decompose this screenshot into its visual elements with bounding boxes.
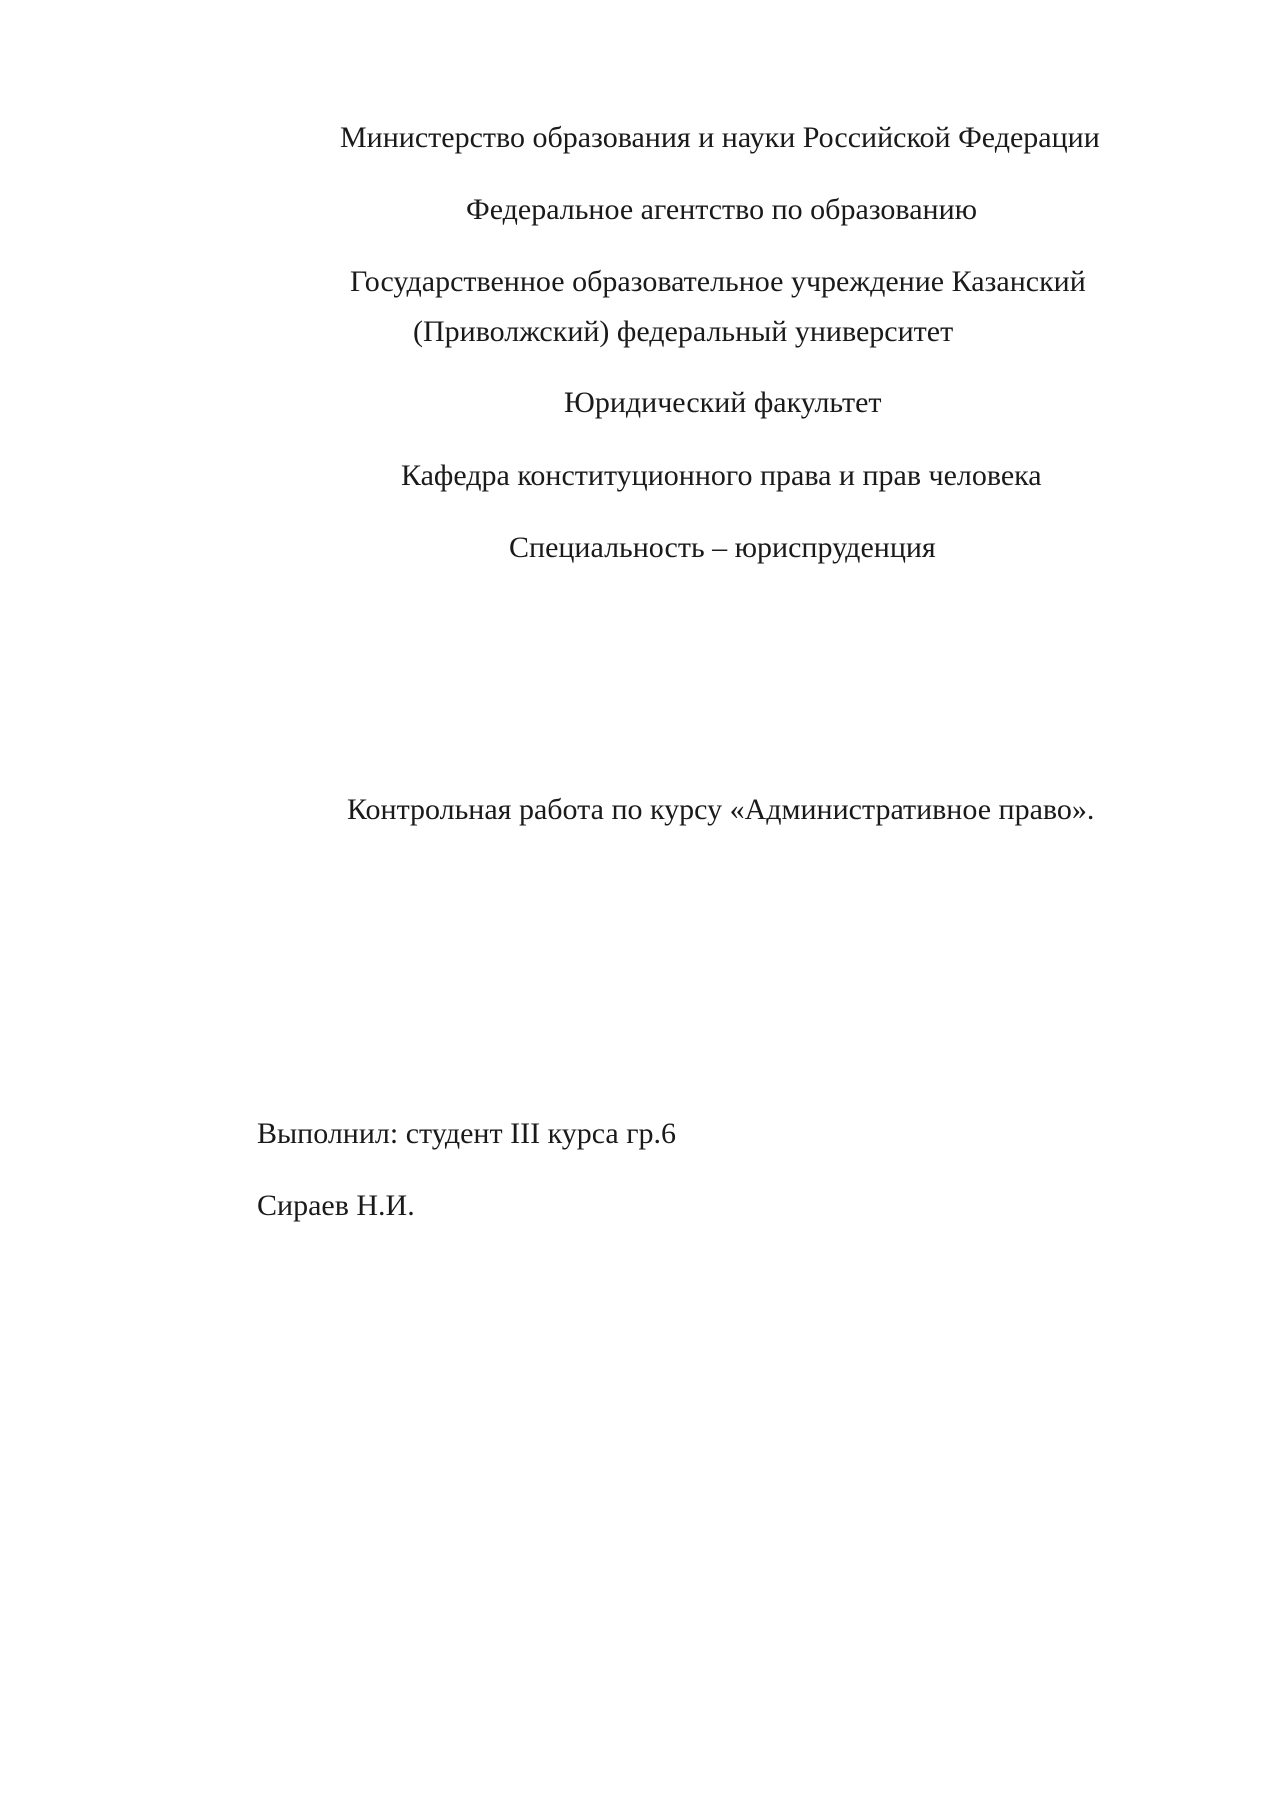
institution-line-2: (Приволжский) федеральный университет	[413, 315, 954, 348]
author-name: Сираев Н.И.	[257, 1189, 415, 1222]
work-title: Контрольная работа по курсу «Административное право».	[347, 793, 1095, 826]
faculty-line: Юридический факультет	[564, 386, 882, 419]
performed-by-line: Выполнил: студент III курса гр.6	[257, 1117, 677, 1150]
department-line: Кафедра конституционного права и прав человека	[401, 459, 1042, 492]
institution-line-1: Государственное образовательное учреждение Казанский	[350, 265, 1086, 298]
ministry-line: Министерство образования и науки Российской Федерации	[340, 121, 1100, 154]
agency-line: Федеральное агентство по образованию	[466, 193, 978, 226]
specialty-line: Специальность – юриспруденция	[509, 531, 936, 564]
